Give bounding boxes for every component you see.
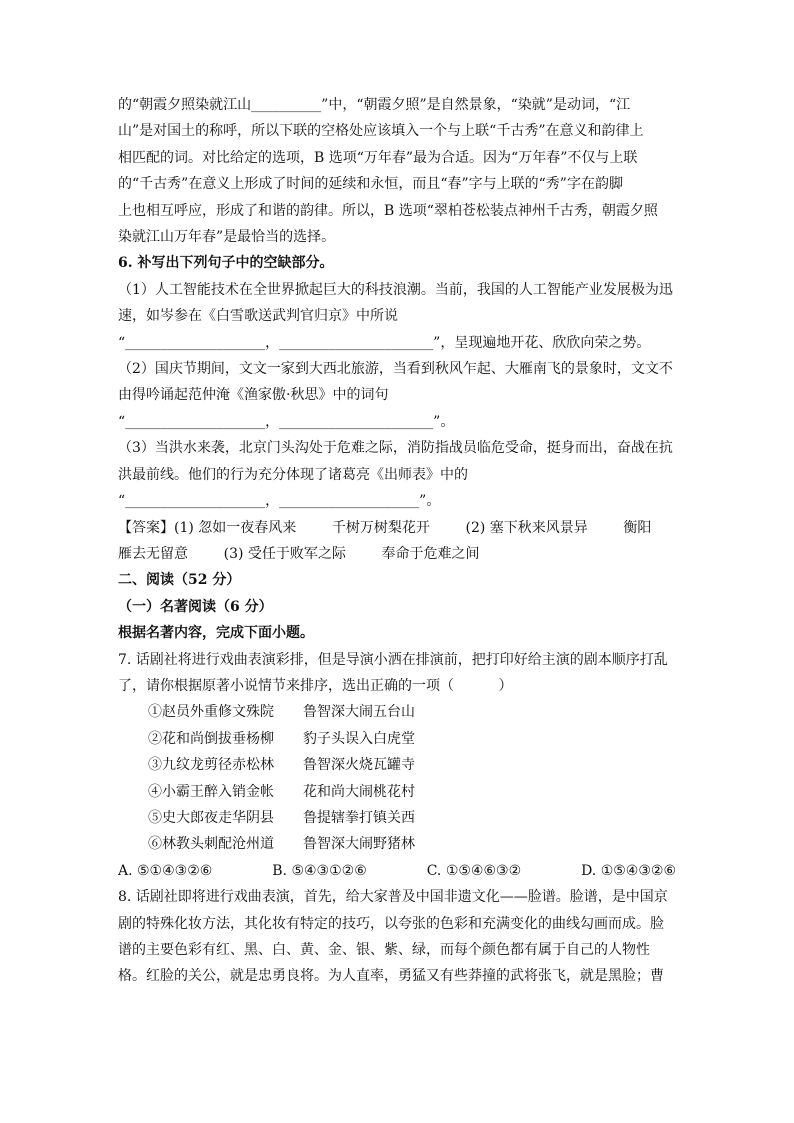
text-line: 的“千古秀”在意义上形成了时间的延续和永恒，而且“春”字与上联的“秀”字在韵脚 [118, 176, 623, 193]
text-line: 山”是对国土的称呼，所以下联的空格处应该填入一个与上联“千古秀”在意义和韵律上 [118, 123, 644, 140]
question-6-body [118, 277, 676, 515]
item-right: 鲁智深火烧瓦罐寺 [303, 757, 415, 774]
question-8 [118, 884, 676, 990]
text-line: 相匹配的词。对比给定的选项，B 选项“万年春”最为合适。因为“万年春”不仅与上联 [118, 149, 638, 166]
list-item [118, 752, 676, 778]
document-content [118, 92, 676, 990]
item-right: 鲁智深大闹五台山 [303, 704, 415, 721]
fill-blank-line: “____________________，____________________”。 [118, 493, 441, 510]
choice-b[interactable]: B. ⑤④③①②⑥ [272, 862, 367, 879]
question-6-answer [118, 515, 676, 568]
text-line: 由得吟诵起范仲淹《渔家傲·秋思》中的词句 [118, 387, 389, 404]
list-item [118, 779, 676, 805]
choice-c[interactable]: C. ①⑤④⑥③② [426, 862, 522, 879]
item-right: 豹子头误入白虎堂 [303, 730, 415, 747]
item-right: 鲁智深大闹野猪林 [303, 836, 415, 853]
item-right: 鲁提辖拳打镇关西 [303, 809, 415, 826]
list-item [118, 805, 676, 831]
fill-blank-line: “____________________，______________________”，呈现遍地开花、欣欣向荣之势。 [118, 334, 651, 351]
item-left: ⑤史大郎夜走华阴县 [148, 809, 274, 826]
list-item [118, 831, 676, 857]
item-left: ④小霸王醉入销金帐 [148, 783, 274, 800]
instruction: 根据名著内容，完成下面小题。 [118, 625, 314, 642]
item-left: ②花和尚倒拔垂杨柳 [148, 730, 274, 747]
choice-row [118, 858, 676, 884]
text-line: 7. 话剧社将进行戏曲表演彩排，但是导演小洒在排演前，把打印好给主演的剧本顺序打乱 [118, 651, 668, 668]
text-line: （2）国庆节期间，文文一家到大西北旅游，当看到秋风乍起、大雁南飞的景象时，文文不 [118, 361, 673, 378]
text-line: 格。红脸的关公，就是忠勇良将。为人直率，勇猛又有些莽撞的武将张飞，就是黑脸；曹 [118, 968, 664, 985]
text-line: （3）当洪水来袭，北京门头沟处于危难之际，消防指战员临危受命，挺身而出，奋战在抗 [118, 440, 673, 457]
list-item [118, 726, 676, 752]
section-title: 二、阅读（52 分） [118, 572, 241, 589]
question-6-title: 6. 补写出下列句子中的空缺部分。 [118, 255, 334, 272]
question-7 [118, 647, 676, 885]
answer-line: 雁去无留意 (3) 受任于败军之际 奉命于危难之间 [118, 545, 480, 562]
explanation-paragraph [118, 92, 676, 250]
choice-d[interactable]: D. ①⑤④③②⑥ [581, 862, 676, 879]
list-item [118, 699, 676, 725]
text-line: 上也相互呼应，形成了和谐的韵律。所以，B 选项“翠柏苍松装点神州千古秀，朝霞夕照 [118, 202, 658, 219]
text-line: 染就江山万年春”是最恰当的选择。 [118, 229, 336, 246]
text-line: 速，如岑参在《白雪歌送武判官归京》中所说 [118, 308, 398, 325]
item-left: ①赵员外重修文殊院 [148, 704, 274, 721]
text-line: （1）人工智能技术在全世界掀起巨大的科技浪潮。当前，我国的人工智能产业发展极为迅 [118, 281, 673, 298]
text-line: 的“朝霞夕照染就江山__________”中，“朝霞夕照”是自然景象，“染就”是动词，“江 [118, 97, 631, 113]
text-line: 剧的特殊化妆方法，其化妆有特定的技巧，以夸张的色彩和充满变化的曲线勾画而成。脸 [118, 915, 664, 932]
text-line: 谱的主要色彩有红、黑、白、黄、金、银、紫、绿，而每个颜色都有属于自己的人物性 [118, 942, 650, 958]
answer-line: 【答案】(1) 忽如一夜春风来 千树万树梨花开 (2) 塞下秋来风景异 衡阳 [118, 519, 652, 536]
text-line: 了，请你根据原著小说情节来排序，选出正确的一项（ ） [118, 677, 513, 694]
item-left: ③九纹龙剪径赤松林 [148, 757, 274, 774]
choice-a[interactable]: A. ⑤①④③②⑥ [118, 862, 213, 879]
item-left: ⑥林教头刺配沧州道 [148, 836, 274, 853]
fill-blank-line: “____________________，______________________”。 [118, 413, 455, 430]
text-line: 洪最前线。他们的行为充分体现了诸葛亮《出师表》中的 [118, 466, 468, 483]
text-line: 8. 话剧社即将进行戏曲表演，首先，给大家普及中国非遗文化——脸谱。脸谱，是中国京 [118, 889, 668, 906]
item-right: 花和尚大闹桃花村 [303, 783, 415, 800]
subsection-title: （一）名著阅读（6 分） [118, 598, 273, 615]
